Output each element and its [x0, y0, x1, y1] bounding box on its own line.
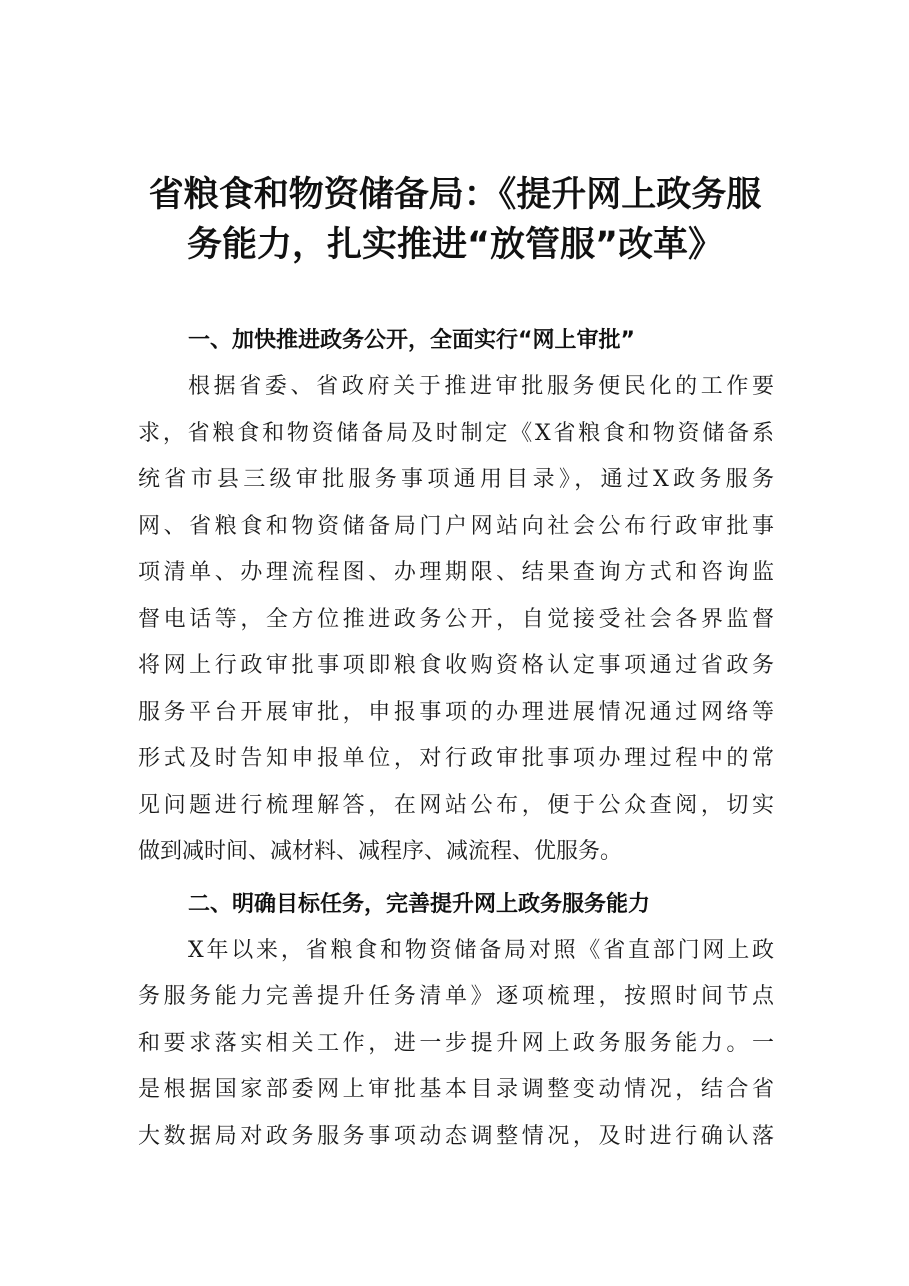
paragraph-line: 将网上行政审批事项即粮食收购资格认定事项通过省政务: [138, 653, 774, 678]
paragraph-line: 求，省粮食和物资储备局及时制定《X省粮食和物资储备系: [138, 420, 774, 446]
paragraph-line: 督电话等，全方位推进政务公开，自觉接受社会各界监督: [138, 606, 774, 632]
paragraph-line: 形式及时告知申报单位，对行政审批事项办理过程中的常: [138, 746, 774, 771]
paragraph-line: 做到减时间、减材料、减程序、减流程、优服务。: [138, 839, 623, 864]
paragraph-line: 务服务能力完善提升任务清单》逐项梳理，按照时间节点: [138, 984, 774, 1009]
section-heading-2: 二、明确目标任务，完善提升网上政务服务能力: [188, 891, 651, 917]
section-heading-1: 一、加快推进政务公开，全面实行“网上审批”: [188, 328, 635, 353]
paragraph-line: 根据省委、省政府关于推进审批服务便民化的工作要: [188, 374, 774, 399]
paragraph-line: 是根据国家部委网上审批基本目录调整变动情况，结合省: [138, 1077, 774, 1102]
section-1-paragraph: [138, 364, 774, 876]
paragraph-line: 项清单、办理流程图、办理期限、结果查询方式和咨询监: [138, 560, 774, 585]
section-2-paragraph: [138, 928, 774, 1161]
paragraph-line: 见问题进行梳理解答，在网站公布，便于公众查阅，切实: [138, 792, 774, 818]
paragraph-line: X年以来，省粮食和物资储备局对照《省直部门网上政: [188, 937, 774, 963]
title-line: 务能力，扎实推进“放管服”改革》: [186, 225, 723, 265]
paragraph-line: 服务平台开展审批，申报事项的办理进展情况通过网络等: [138, 699, 774, 725]
paragraph-line: 网、省粮食和物资储备局门户网站向社会公布行政审批事: [138, 513, 774, 539]
title-line: 省粮食和物资储备局：《提升网上政务服: [148, 175, 762, 215]
paragraph-line: 和要求落实相关工作，进一步提升网上政务服务能力。一: [138, 1030, 774, 1056]
paragraph-line: 统省市县三级审批服务事项通用目录》，通过X政务服务: [138, 467, 774, 492]
document-title: [130, 170, 780, 270]
paragraph-line: 大数据局对政务服务事项动态调整情况，及时进行确认落: [138, 1123, 774, 1149]
document-body: [138, 318, 774, 1160]
